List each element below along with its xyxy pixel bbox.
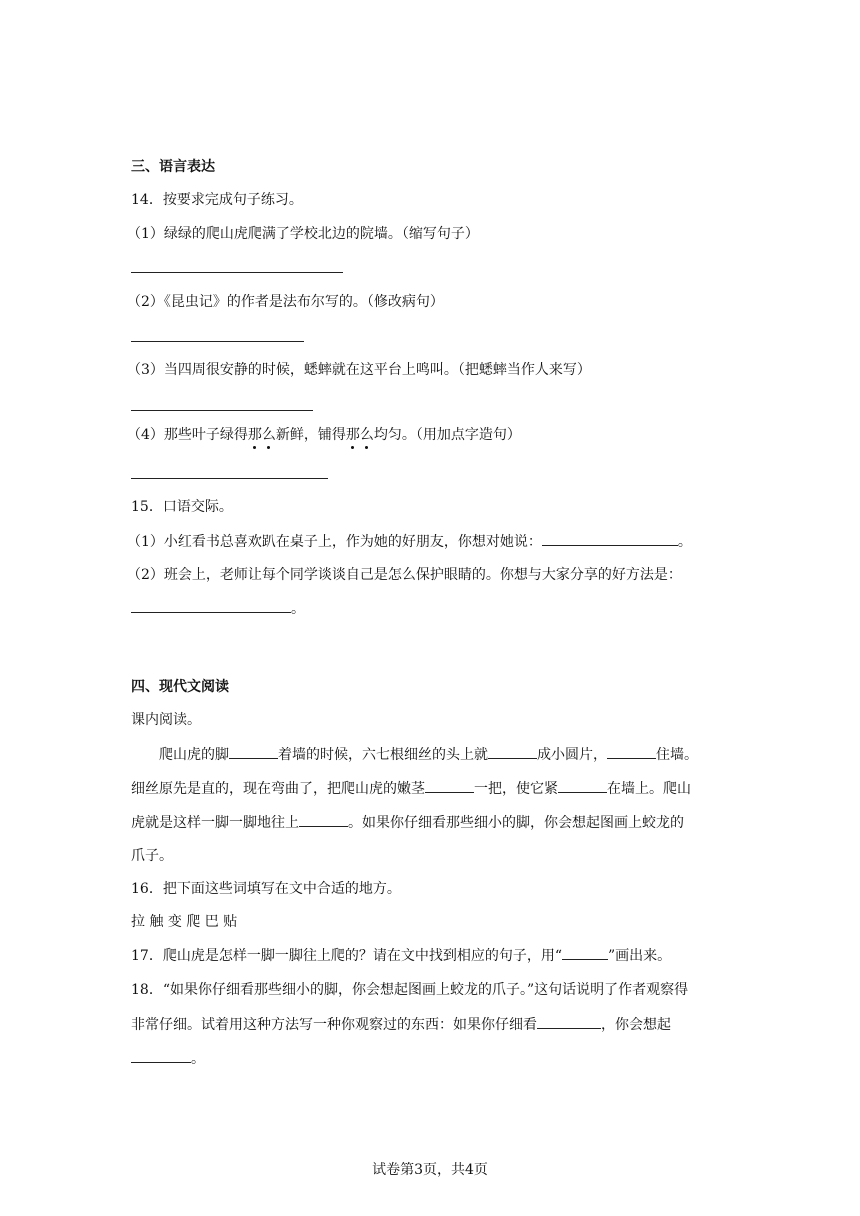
q17-underline-sample	[562, 945, 608, 960]
q15-item-2-line2	[131, 598, 305, 619]
passage-text: 成小圆片，	[537, 747, 607, 763]
reading-intro: 课内阅读。	[131, 712, 201, 728]
answer-blank-q15-1[interactable]	[542, 531, 678, 546]
q18-text-mid: ，你会想起	[601, 1017, 671, 1033]
q18-text: 非常仔细。试着用这种方法写一种你观察过的东西：如果你仔细看	[131, 1017, 537, 1033]
q14-item-4	[127, 425, 521, 445]
dotted-char: 那	[345, 427, 360, 443]
passage-blank-5[interactable]	[558, 778, 607, 793]
passage-text: 在墙上。爬山	[607, 781, 691, 797]
q15-item-1-end: 。	[677, 534, 692, 550]
section-title-4: 四、现代文阅读	[131, 679, 229, 695]
answer-line-q14-3[interactable]	[131, 410, 313, 411]
passage-text: 虎就是这样一脚一脚地往上	[131, 815, 299, 831]
q15-item-2: （2）班会上，老师让每个同学谈谈自己是怎么保护眼睛的。你想与大家分享的好方法是：	[127, 567, 682, 583]
q15-item-2-end: 。	[291, 601, 305, 617]
q17	[131, 945, 671, 966]
q14-item-2: （2）《昆虫记》的作者是法布尔写的。（修改病句）	[127, 294, 444, 310]
page-footer: 试卷第3页，共4页	[372, 1162, 488, 1178]
passage-line-3	[131, 812, 684, 833]
q14-item-4-part-c: 均匀。（用加点字造句）	[373, 427, 521, 443]
dotted-char: 么	[359, 427, 374, 443]
passage-line-2	[131, 778, 691, 799]
passage-blank-1[interactable]	[229, 744, 278, 759]
answer-blank-q18-1[interactable]	[537, 1014, 601, 1029]
q17-text: 17．爬山虎是怎样一脚一脚往上爬的？请在文中找到相应的句子，用“	[131, 948, 562, 964]
q17-text-end: ”画出来。	[607, 948, 672, 964]
passage-blank-4[interactable]	[425, 778, 474, 793]
passage-text: 爬山虎的脚	[159, 747, 229, 763]
q16-stem: 16．把下面这些词填写在文中合适的地方。	[131, 881, 401, 897]
answer-line-q14-2[interactable]	[131, 341, 304, 342]
passage-text: 细丝原先是直的，现在弯曲了，把爬山虎的嫩茎	[131, 781, 425, 797]
passage-text: 住墙。	[656, 747, 698, 763]
q14-item-4-part-b: 新鲜，铺得	[275, 427, 346, 443]
q18-text-end: 。	[191, 1051, 205, 1067]
answer-blank-q18-2[interactable]	[131, 1048, 191, 1063]
answer-line-q14-1[interactable]	[131, 272, 343, 273]
passage-blank-6[interactable]	[299, 812, 348, 827]
q18-line-1: 18．“如果你仔细看那些细小的脚，你会想起图画上蛟龙的爪子。”这句话说明了作者观察得	[131, 982, 689, 998]
q14-stem: 14．按要求完成句子练习。	[131, 192, 303, 208]
q16-words: 拉 触 变 爬 巴 贴	[131, 914, 238, 930]
q15-stem: 15．口语交际。	[131, 499, 233, 515]
passage-blank-2[interactable]	[488, 744, 537, 759]
section-title-3: 三、语言表达	[131, 159, 215, 175]
answer-blank-q15-2[interactable]	[131, 598, 291, 613]
dotted-word-1	[248, 427, 276, 443]
passage-blank-3[interactable]	[607, 744, 656, 759]
q18-line-2	[131, 1014, 671, 1035]
q18-line-3	[131, 1048, 205, 1069]
passage-text: 。如果你仔细看那些细小的脚，你会想起图画上蛟龙的	[348, 815, 684, 831]
passage-text: 一把，使它紧	[474, 781, 558, 797]
q14-item-1: （1）绿绿的爬山虎爬满了学校北边的院墙。（缩写句子）	[127, 226, 479, 242]
passage-text: 着墙的时候，六七根细丝的头上就	[278, 747, 488, 763]
dotted-char: 么	[261, 427, 276, 443]
q14-item-3: （3）当四周很安静的时候，蟋蟀就在这平台上鸣叫。（把蟋蟀当作人来写）	[127, 362, 591, 378]
answer-line-q14-4[interactable]	[131, 478, 328, 479]
passage-line-4: 爪子。	[131, 848, 173, 864]
q15-item-1-text: （1）小红看书总喜欢趴在桌子上，作为她的好朋友，你想对她说：	[127, 534, 542, 550]
passage-line-1	[159, 744, 698, 765]
dotted-word-2	[346, 427, 374, 443]
q15-item-1	[127, 531, 692, 552]
dotted-char: 那	[247, 427, 262, 443]
q14-item-4-part-a: （4）那些叶子绿得	[127, 427, 248, 443]
